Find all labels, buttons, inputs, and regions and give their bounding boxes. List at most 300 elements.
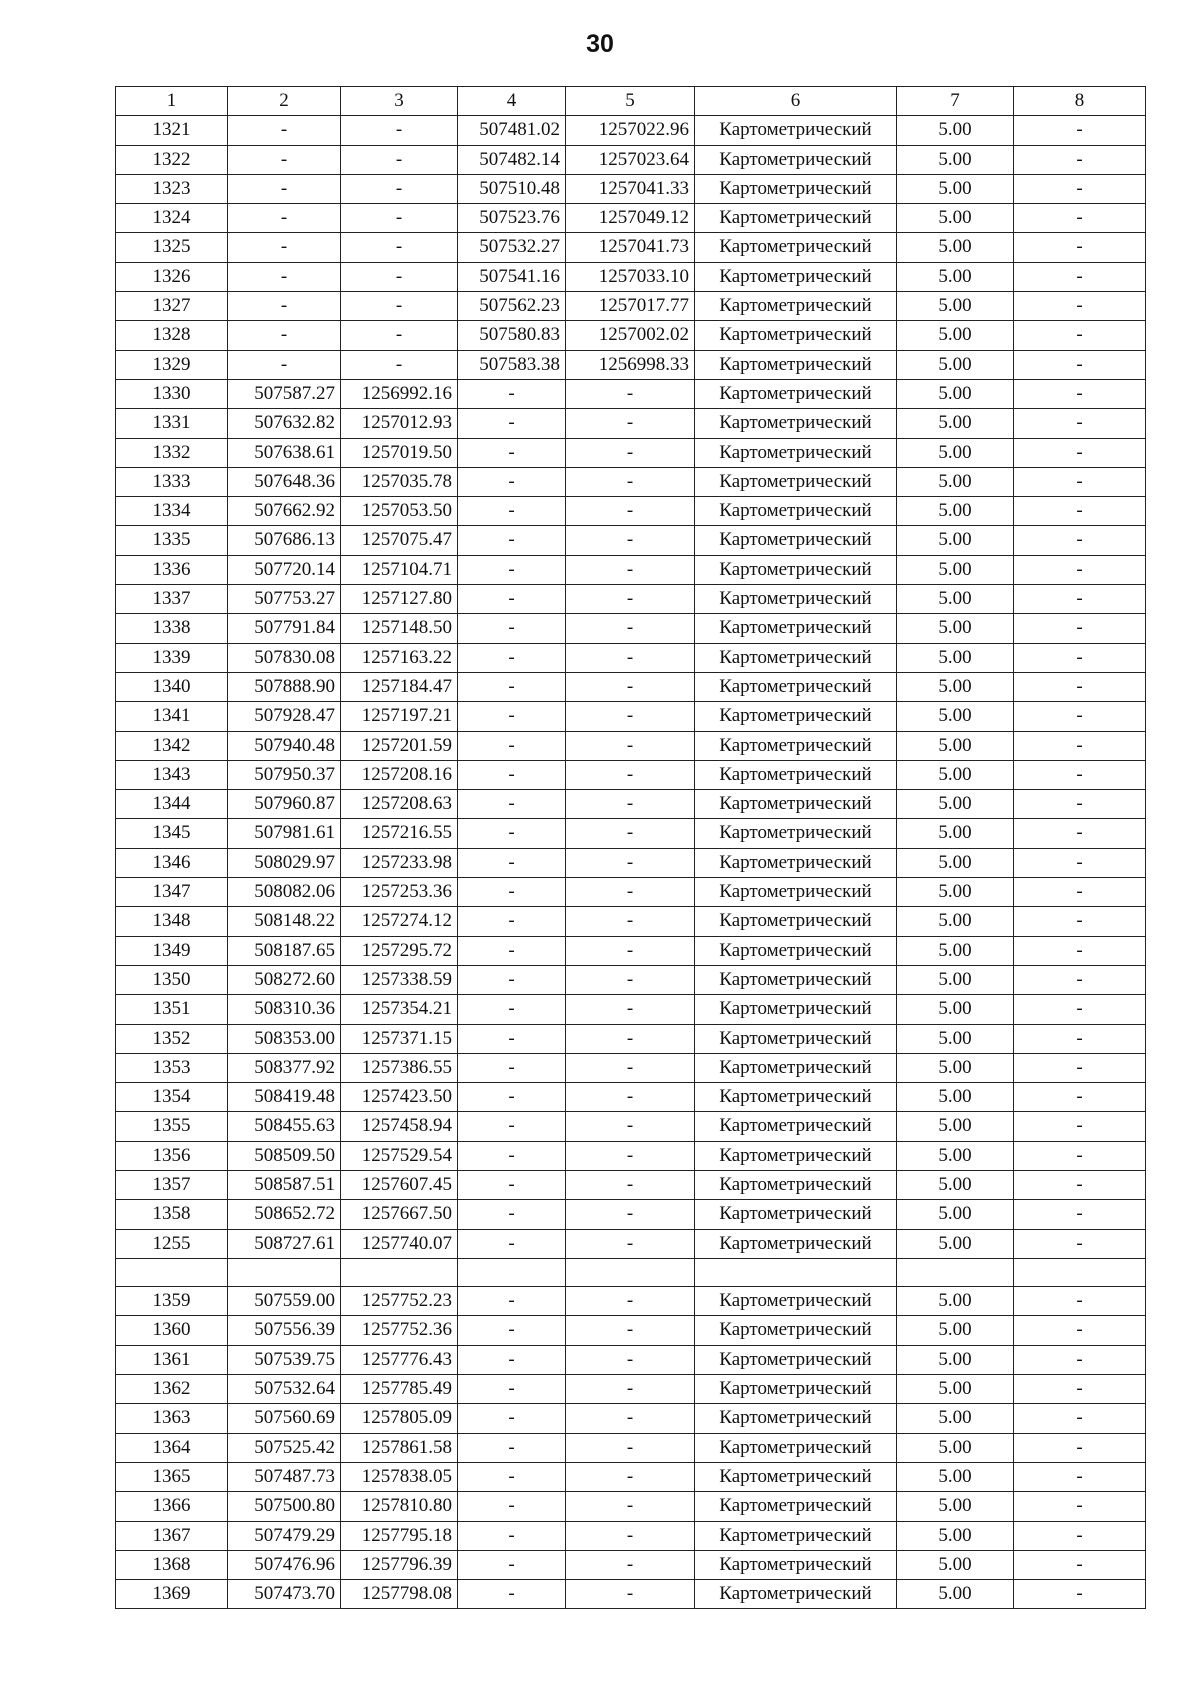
- table-cell: 507556.39: [228, 1316, 341, 1345]
- table-cell: -: [1014, 526, 1146, 555]
- table-cell: -: [1014, 467, 1146, 496]
- table-cell: 508509.50: [228, 1141, 341, 1170]
- table-cell: 1364: [116, 1433, 228, 1462]
- table-cell: -: [458, 1287, 566, 1316]
- table-row: [116, 643, 1146, 672]
- table-cell: -: [1014, 204, 1146, 233]
- table-cell: -: [458, 760, 566, 789]
- table-cell: 507928.47: [228, 702, 341, 731]
- table-cell: -: [566, 379, 695, 408]
- table-cell: -: [458, 995, 566, 1024]
- table-cell: -: [1014, 321, 1146, 350]
- table-cell: 5.00: [897, 585, 1014, 614]
- table-cell: 1257795.18: [341, 1521, 458, 1550]
- table-cell: 5.00: [897, 614, 1014, 643]
- table-cell: 508377.92: [228, 1053, 341, 1082]
- table-cell: -: [458, 907, 566, 936]
- table-cell: 1332: [116, 438, 228, 467]
- table-cell: -: [566, 907, 695, 936]
- table-cell: 508419.48: [228, 1083, 341, 1112]
- table-cell: -: [1014, 438, 1146, 467]
- table-cell: -: [228, 116, 341, 145]
- table-cell: 5.00: [897, 848, 1014, 877]
- table-cell: -: [228, 350, 341, 379]
- table-cell: 507753.27: [228, 585, 341, 614]
- table-cell: 507583.38: [458, 350, 566, 379]
- table-cell: 507541.16: [458, 262, 566, 291]
- table-cell: Картометрический: [695, 1492, 897, 1521]
- table-cell: -: [566, 760, 695, 789]
- table-row: [116, 1375, 1146, 1404]
- table-cell: 1324: [116, 204, 228, 233]
- table-cell: 5.00: [897, 702, 1014, 731]
- table-cell: 5.00: [897, 819, 1014, 848]
- table-row: [116, 819, 1146, 848]
- table-cell: -: [566, 1141, 695, 1170]
- table-row: [116, 614, 1146, 643]
- table-row: [116, 790, 1146, 819]
- table-cell: -: [458, 1316, 566, 1345]
- table-cell: 507510.48: [458, 174, 566, 203]
- table-cell: 5.00: [897, 672, 1014, 701]
- table-cell: -: [1014, 936, 1146, 965]
- table-cell: -: [458, 1024, 566, 1053]
- table-cell: 507532.27: [458, 233, 566, 262]
- table-cell: -: [1014, 1287, 1146, 1316]
- table-cell: 507481.02: [458, 116, 566, 145]
- table-cell: Картометрический: [695, 174, 897, 203]
- table-cell: 1257253.36: [341, 878, 458, 907]
- table-cell: 1257371.15: [341, 1024, 458, 1053]
- table-cell: -: [458, 1141, 566, 1170]
- table-cell: Картометрический: [695, 1083, 897, 1112]
- table-cell: -: [341, 145, 458, 174]
- table-cell: -: [1014, 995, 1146, 1024]
- table-cell: Картометрический: [695, 1521, 897, 1550]
- table-cell: Картометрический: [695, 878, 897, 907]
- table-cell: 1352: [116, 1024, 228, 1053]
- table-cell: 507791.84: [228, 614, 341, 643]
- table-cell: Картометрический: [695, 555, 897, 584]
- table-cell: Картометрический: [695, 1580, 897, 1609]
- table-cell: 1369: [116, 1580, 228, 1609]
- table-cell: -: [566, 1375, 695, 1404]
- column-header: 4: [458, 87, 566, 116]
- table-cell: Картометрический: [695, 467, 897, 496]
- table-cell: -: [1014, 965, 1146, 994]
- table-cell: 1257740.07: [341, 1229, 458, 1258]
- table-cell: -: [458, 1229, 566, 1258]
- table-row: [116, 321, 1146, 350]
- table-row: [116, 1200, 1146, 1229]
- table-cell: [116, 1258, 228, 1286]
- table-cell: [1014, 1258, 1146, 1286]
- table-cell: 1331: [116, 409, 228, 438]
- table-cell: -: [566, 1521, 695, 1550]
- table-cell: 5.00: [897, 379, 1014, 408]
- table-cell: 507479.29: [228, 1521, 341, 1550]
- table-cell: 5.00: [897, 204, 1014, 233]
- table-cell: [341, 1258, 458, 1286]
- table-cell: 5.00: [897, 1404, 1014, 1433]
- table-cell: 507888.90: [228, 672, 341, 701]
- table-cell: 5.00: [897, 1287, 1014, 1316]
- table-cell: -: [341, 233, 458, 262]
- table-cell: 1356: [116, 1141, 228, 1170]
- table-cell: 1257049.12: [566, 204, 695, 233]
- table-cell: -: [228, 145, 341, 174]
- table-cell: 5.00: [897, 1141, 1014, 1170]
- table-row: [116, 702, 1146, 731]
- table-cell: Картометрический: [695, 731, 897, 760]
- table-cell: Картометрический: [695, 116, 897, 145]
- table-cell: 507525.42: [228, 1433, 341, 1462]
- table-cell: -: [458, 965, 566, 994]
- table-row: [116, 233, 1146, 262]
- table-cell: 1257023.64: [566, 145, 695, 174]
- table-cell: -: [458, 848, 566, 877]
- table-cell: Картометрический: [695, 438, 897, 467]
- table-cell: 1355: [116, 1112, 228, 1141]
- table-cell: 1326: [116, 262, 228, 291]
- table-cell: 1257035.78: [341, 467, 458, 496]
- table-cell: 1257201.59: [341, 731, 458, 760]
- table-cell: 1349: [116, 936, 228, 965]
- table-cell: [566, 1258, 695, 1286]
- table-cell: -: [1014, 1492, 1146, 1521]
- table-cell: -: [1014, 262, 1146, 291]
- table-cell: -: [458, 1083, 566, 1112]
- table-cell: 1257752.23: [341, 1287, 458, 1316]
- table-row: [116, 1462, 1146, 1491]
- table-cell: [897, 1258, 1014, 1286]
- table-row: [116, 1316, 1146, 1345]
- table-cell: -: [566, 1024, 695, 1053]
- table-cell: 5.00: [897, 1550, 1014, 1579]
- table-cell: -: [458, 936, 566, 965]
- table-cell: -: [341, 262, 458, 291]
- table-cell: -: [1014, 1433, 1146, 1462]
- table-cell: 1257805.09: [341, 1404, 458, 1433]
- table-cell: -: [341, 116, 458, 145]
- table-cell: -: [458, 1550, 566, 1579]
- table-cell: -: [566, 702, 695, 731]
- table-cell: Картометрический: [695, 614, 897, 643]
- table-row: [116, 438, 1146, 467]
- table-cell: 1257667.50: [341, 1200, 458, 1229]
- table-cell: -: [566, 1170, 695, 1199]
- table-cell: -: [1014, 116, 1146, 145]
- table-cell: 507638.61: [228, 438, 341, 467]
- table-cell: -: [458, 379, 566, 408]
- table-cell: 5.00: [897, 1200, 1014, 1229]
- table-cell: 5.00: [897, 526, 1014, 555]
- table-cell: 507476.96: [228, 1550, 341, 1579]
- table-cell: 1348: [116, 907, 228, 936]
- table-cell: 5.00: [897, 643, 1014, 672]
- table-cell: -: [458, 555, 566, 584]
- table-row: [116, 1580, 1146, 1609]
- table-cell: 1360: [116, 1316, 228, 1345]
- table-cell: 1257184.47: [341, 672, 458, 701]
- table-cell: 1257208.63: [341, 790, 458, 819]
- table-cell: Картометрический: [695, 585, 897, 614]
- table-cell: 1257127.80: [341, 585, 458, 614]
- table-cell: 1257019.50: [341, 438, 458, 467]
- table-cell: 5.00: [897, 936, 1014, 965]
- table-row: [116, 1141, 1146, 1170]
- table-row: [116, 1258, 1146, 1286]
- table-cell: 1341: [116, 702, 228, 731]
- table-cell: 5.00: [897, 409, 1014, 438]
- table-cell: 1362: [116, 1375, 228, 1404]
- table-cell: -: [566, 1433, 695, 1462]
- table-cell: -: [1014, 643, 1146, 672]
- table-cell: 507950.37: [228, 760, 341, 789]
- column-header: 7: [897, 87, 1014, 116]
- table-cell: -: [1014, 1404, 1146, 1433]
- table-cell: 5.00: [897, 878, 1014, 907]
- table-cell: -: [458, 1200, 566, 1229]
- table-cell: 507482.14: [458, 145, 566, 174]
- table-row: [116, 585, 1146, 614]
- table-cell: -: [1014, 350, 1146, 379]
- table-cell: -: [566, 731, 695, 760]
- table-row: [116, 878, 1146, 907]
- table-row: [116, 1345, 1146, 1374]
- table-cell: 1257295.72: [341, 936, 458, 965]
- column-header: 2: [228, 87, 341, 116]
- table-cell: 5.00: [897, 995, 1014, 1024]
- table-cell: 1257163.22: [341, 643, 458, 672]
- table-cell: 508187.65: [228, 936, 341, 965]
- table-row: [116, 555, 1146, 584]
- table-cell: 5.00: [897, 790, 1014, 819]
- table-cell: 1257796.39: [341, 1550, 458, 1579]
- table-cell: 5.00: [897, 1229, 1014, 1258]
- table-cell: Картометрический: [695, 1141, 897, 1170]
- table-row: [116, 1229, 1146, 1258]
- table-cell: 1257798.08: [341, 1580, 458, 1609]
- table-cell: 1257197.21: [341, 702, 458, 731]
- table-cell: [695, 1258, 897, 1286]
- table-cell: Картометрический: [695, 1550, 897, 1579]
- table-cell: Картометрический: [695, 262, 897, 291]
- table-row: [116, 1024, 1146, 1053]
- table-cell: -: [458, 1404, 566, 1433]
- table-cell: -: [1014, 1229, 1146, 1258]
- table-cell: -: [566, 614, 695, 643]
- table-row: [116, 907, 1146, 936]
- table-cell: -: [228, 292, 341, 321]
- table-cell: 1255: [116, 1229, 228, 1258]
- table-cell: 1350: [116, 965, 228, 994]
- table-cell: 5.00: [897, 1580, 1014, 1609]
- table-cell: 1257002.02: [566, 321, 695, 350]
- table-cell: 5.00: [897, 1521, 1014, 1550]
- table-cell: 1342: [116, 731, 228, 760]
- table-cell: -: [1014, 233, 1146, 262]
- table-cell: 1257033.10: [566, 262, 695, 291]
- table-cell: -: [228, 262, 341, 291]
- table-cell: -: [1014, 1550, 1146, 1579]
- table-row: [116, 1083, 1146, 1112]
- table-cell: -: [341, 204, 458, 233]
- table-row: [116, 965, 1146, 994]
- table-cell: -: [566, 585, 695, 614]
- table-cell: 1367: [116, 1521, 228, 1550]
- table-cell: -: [458, 1170, 566, 1199]
- table-cell: Картометрический: [695, 526, 897, 555]
- table-cell: Картометрический: [695, 936, 897, 965]
- table-cell: -: [341, 174, 458, 203]
- table-cell: -: [566, 1580, 695, 1609]
- table-cell: 1257022.96: [566, 116, 695, 145]
- table-cell: Картометрический: [695, 1229, 897, 1258]
- table-cell: -: [458, 585, 566, 614]
- table-cell: -: [1014, 731, 1146, 760]
- coordinates-table: [115, 86, 1146, 1609]
- table-cell: 1257458.94: [341, 1112, 458, 1141]
- table-cell: 1366: [116, 1492, 228, 1521]
- table-cell: -: [566, 1345, 695, 1374]
- table-cell: -: [458, 1492, 566, 1521]
- table-cell: 5.00: [897, 262, 1014, 291]
- table-cell: 1347: [116, 878, 228, 907]
- table-cell: -: [566, 1404, 695, 1433]
- table-cell: 507532.64: [228, 1375, 341, 1404]
- table-cell: 1257148.50: [341, 614, 458, 643]
- table-cell: -: [458, 526, 566, 555]
- table-cell: 1338: [116, 614, 228, 643]
- column-header: 5: [566, 87, 695, 116]
- table-cell: 1363: [116, 1404, 228, 1433]
- table-cell: 1257529.54: [341, 1141, 458, 1170]
- table-cell: -: [566, 1083, 695, 1112]
- table-cell: -: [566, 1200, 695, 1229]
- table-cell: 1257752.36: [341, 1316, 458, 1345]
- table-cell: 5.00: [897, 116, 1014, 145]
- table-cell: 507981.61: [228, 819, 341, 848]
- table-cell: 5.00: [897, 1053, 1014, 1082]
- table-cell: Картометрический: [695, 409, 897, 438]
- table-cell: Картометрический: [695, 672, 897, 701]
- table-cell: -: [458, 1053, 566, 1082]
- table-cell: 1257838.05: [341, 1462, 458, 1491]
- table-cell: 508587.51: [228, 1170, 341, 1199]
- table-cell: -: [1014, 379, 1146, 408]
- table-cell: Картометрический: [695, 321, 897, 350]
- table-cell: 507562.23: [458, 292, 566, 321]
- table-cell: -: [566, 672, 695, 701]
- page-number: 30: [586, 30, 614, 58]
- table-cell: 5.00: [897, 350, 1014, 379]
- table-cell: -: [458, 1521, 566, 1550]
- table-cell: 1257208.16: [341, 760, 458, 789]
- table-cell: Картометрический: [695, 1316, 897, 1345]
- table-cell: -: [1014, 1462, 1146, 1491]
- table-cell: 1322: [116, 145, 228, 174]
- table-cell: -: [458, 1580, 566, 1609]
- table-cell: 1325: [116, 233, 228, 262]
- table-cell: 5.00: [897, 1170, 1014, 1199]
- table-cell: 1257776.43: [341, 1345, 458, 1374]
- table-cell: Картометрический: [695, 379, 897, 408]
- table-cell: [228, 1258, 341, 1286]
- table-cell: 507648.36: [228, 467, 341, 496]
- table-cell: 1343: [116, 760, 228, 789]
- table-cell: -: [566, 1492, 695, 1521]
- table-cell: -: [1014, 672, 1146, 701]
- table-cell: -: [228, 233, 341, 262]
- table-cell: 1256992.16: [341, 379, 458, 408]
- table-cell: Картометрический: [695, 497, 897, 526]
- table-cell: 1357: [116, 1170, 228, 1199]
- table-cell: Картометрический: [695, 702, 897, 731]
- table-cell: 1329: [116, 350, 228, 379]
- table-cell: [458, 1258, 566, 1286]
- table-cell: 5.00: [897, 1375, 1014, 1404]
- table-cell: 1257354.21: [341, 995, 458, 1024]
- table-cell: Картометрический: [695, 819, 897, 848]
- table-cell: 507560.69: [228, 1404, 341, 1433]
- table-cell: -: [1014, 1345, 1146, 1374]
- table-cell: 5.00: [897, 1462, 1014, 1491]
- table-cell: 1257216.55: [341, 819, 458, 848]
- table-cell: 507487.73: [228, 1462, 341, 1491]
- table-row: [116, 145, 1146, 174]
- table-cell: -: [458, 702, 566, 731]
- table-cell: 508082.06: [228, 878, 341, 907]
- table-cell: 1339: [116, 643, 228, 672]
- table-cell: 1359: [116, 1287, 228, 1316]
- table-cell: Картометрический: [695, 1112, 897, 1141]
- table-cell: Картометрический: [695, 1170, 897, 1199]
- table-cell: 507940.48: [228, 731, 341, 760]
- table-cell: -: [566, 819, 695, 848]
- table-row: [116, 1492, 1146, 1521]
- table-cell: Картометрический: [695, 1462, 897, 1491]
- table-cell: -: [1014, 790, 1146, 819]
- table-cell: 1336: [116, 555, 228, 584]
- table-cell: 508148.22: [228, 907, 341, 936]
- column-header: 1: [116, 87, 228, 116]
- column-header: 8: [1014, 87, 1146, 116]
- table-cell: -: [1014, 1024, 1146, 1053]
- table-cell: 508029.97: [228, 848, 341, 877]
- table-cell: 5.00: [897, 1433, 1014, 1462]
- table-cell: 1257104.71: [341, 555, 458, 584]
- table-cell: 1340: [116, 672, 228, 701]
- table-cell: 5.00: [897, 497, 1014, 526]
- table-cell: Картометрический: [695, 1404, 897, 1433]
- table-row: [116, 1404, 1146, 1433]
- table-cell: 508272.60: [228, 965, 341, 994]
- table-cell: Картометрический: [695, 145, 897, 174]
- table-cell: -: [458, 1112, 566, 1141]
- table-row: [116, 497, 1146, 526]
- table-cell: 507960.87: [228, 790, 341, 819]
- table-cell: -: [1014, 1141, 1146, 1170]
- table-cell: -: [1014, 145, 1146, 174]
- table-cell: 5.00: [897, 907, 1014, 936]
- table-cell: 5.00: [897, 321, 1014, 350]
- table-cell: -: [1014, 174, 1146, 203]
- table-cell: -: [566, 467, 695, 496]
- table-cell: 1257053.50: [341, 497, 458, 526]
- table-cell: -: [228, 204, 341, 233]
- column-header: 6: [695, 87, 897, 116]
